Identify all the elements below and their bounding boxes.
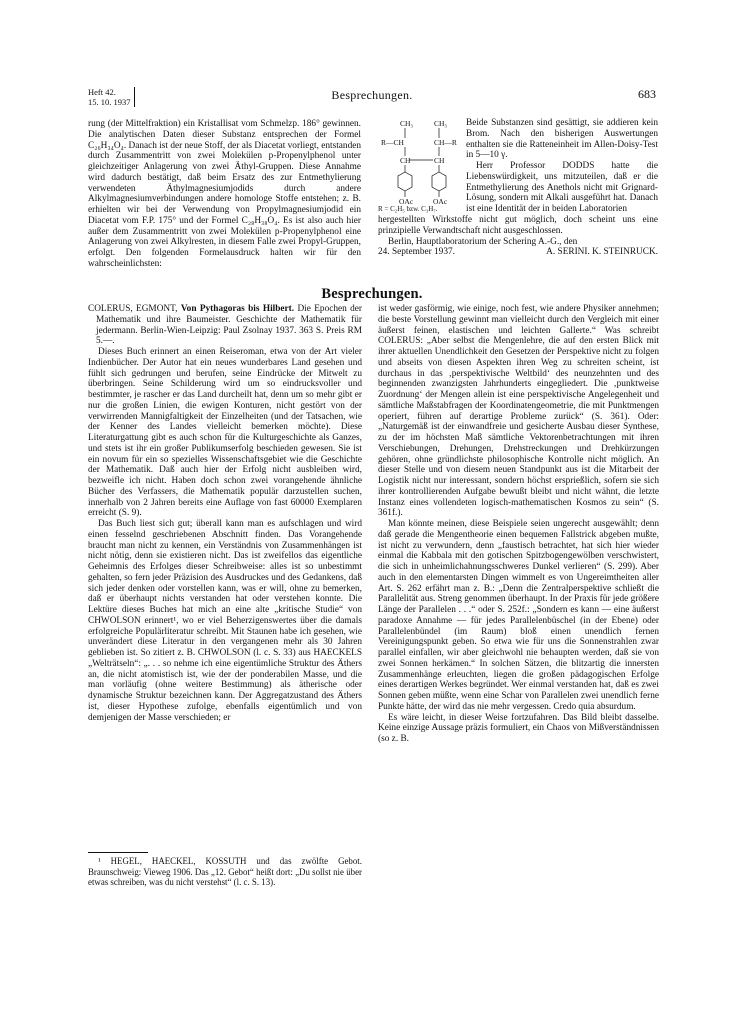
formula-ch-right: CH	[434, 156, 445, 165]
review-book-info: Die Epochen der Mathematik und ihre Baumeister. Geschichte der Mathematik für jedermann. Berlin-Wien-Leipzig: Paul Zsolnay 1937. 363 S. Preis RM 5.—.	[96, 304, 362, 347]
article-date: 24. September 1937.	[378, 247, 455, 258]
top-article-conclusion	[378, 215, 658, 258]
review-paragraph: Dieses Buch erinnert an einen Reiseroman, etwa von der Art vieler Indienbücher. Der Autor hat ein neues wunderbares Land gesehen und fühlt sich gedrungen und berufen, seine Eindrücke der Mitwelt zu überbringen. Seine Schilderung wird um so eindrucksvoller und bestimmter, je rascher er das Land durcheilt hat, denn um so mehr gibt er nur die großen Linien, die ewigen Konturen, nicht gestört von der verwirrenden Mannigfaltigkeit der Einzelheiten (und der Tatsachen, wie der Kenner des Landes vielleicht bemerken möchte). Diese Literaturgattung gibt es auch schon für die Kulturgeschichte als Ganzes, und stets ist ihr ein großer Publikumserfolg beschieden gewesen. Sie ist ein novum für ein so spezielles Wissenschaftsgebiet wie die Geschichte der Mathematik. Daß auch hier der Erfolg nicht ausbleiben wird, bezweifle ich nicht. Haben doch schon zwei vorangehende ähnliche Bücher des Verfassers, die Mathematik populär darzustellen suchen, innerhalb von 2 Jahren bereits eine Auflage von fast 60000 Exemplaren erreicht (S. 9).	[88, 347, 362, 519]
top-article-left-column	[88, 119, 361, 270]
formula-rch-left: R—CH	[381, 138, 404, 147]
review-left-column	[88, 304, 362, 723]
review-book-author: COLERUS, EGMONT,	[88, 304, 178, 314]
footnote-rule	[88, 852, 148, 853]
top-article-paragraph: Beide Substanzen sind gesättigt, sie addieren kein Brom. Nach den bisherigen Auswertungen enthalten sie die Ratteneinheit im Allen-Doisy-Test in 5—10 γ.	[466, 118, 658, 161]
section-title: Besprechungen.	[321, 286, 423, 302]
page-number: 683	[638, 87, 656, 101]
article-authors: A. SERINI. K. STEINRUCK.	[546, 247, 658, 258]
top-article-paragraph: rung (der Mittelfraktion) ein Kristallisat vom Schmelzp. 186° gewinnen. Die analytischen Daten dieser Substanz entsprechen der Formel C₂₆H₃₄O₄. Danach ist der neue Stoff, der als Diacetat vorliegt, entstanden durch Zusammentritt von zwei Molekülen p-Propenylphenol unter gleichzeitiger Anlagerung von zwei Äthyl-Gruppen. Diese Annahme wird dadurch bestätigt, daß beim Ersatz des zur Entmethylierung verwendeten Äthylmagnesiumjodids durch andere Alkylmagnesiumverbindungen andere homologe Stoffe entstehen; z. B. erhielten wir bei der Verwendung von Propylmagnesiumjodid ein Diacetat vom F.P. 175° und der Formel C₂₈H₃₈O₄. Es ist also auch hier außer dem Zusammentritt von zwei Molekülen p-Propenylphenol eine Anlagerung von zwei Alkylresten, in diesem Falle zwei Propyl-Gruppen, erfolgt. Den folgenden Formelausdruck halten wir für den wahrscheinlichsten:	[88, 119, 361, 269]
signature-line	[378, 247, 658, 258]
footnote	[88, 856, 362, 888]
review-paragraph: Man könnte meinen, diese Beispiele seien ungerecht ausgewählt; denn daß gerade die Mengentheorie einen bequemen Fallstrick abgeben mußte, ist nicht zu verwundern, denn „faustisch betrachtet, hat sich hier wieder einmal die Kabbala mit den gotischen Spitzbogengewölben verschwistert, die sich in unheimlichahnungsschweres Dunkel verlieren“ (S. 299). Aber auch in den elementarsten Dingen wimmelt es von Ungereimtheiten aller Art. S. 262 erfährt man z. B.: „Denn die Zentralperspektive schließt die Parallelität aus. Streng genommen überhaupt. In der Praxis für jede größere Länge der Parallelen . . .“ oder S. 252f.: „Sondern es kann — eine äußerst paradoxe Annahme — für jedes Parallelenbüschel (in der Ebene) oder Parallelenbündel (im Raum) bloß einen unendlich fernen Vereinigungspunkt geben. So etwa wie für uns die Sonnenstrahlen zwar parallel einfallen, wir aber gleichwohl nie behaupten werden, daß sie von zwei Sonnen herkämen.“ In solchen Sätzen, die blitzartig die innersten Zusammenhänge erleuchten, liegen die großen pädagogischen Erfolge eines derartigen Werkes begründet. Wer einmal verstanden hat, daß es zwei Sonnen geben müßte, wenn eine Schar von Parallelen zwei unendlich ferne Punkte hätte, der wird das nie mehr vergessen. Credo quia absurdum.	[378, 519, 659, 712]
formula-legend: R = C₂H₅ bzw. C₃H₇.	[378, 205, 438, 213]
review-right-column	[378, 304, 659, 745]
structural-formula	[378, 118, 464, 214]
review-book-title: Von Pythagoras bis Hilbert.	[180, 304, 295, 314]
top-article-paragraph: Herr Professor DODDS hatte die Liebenswürdigkeit, uns mitzuteilen, daß er die Entmethylierung des Anethols nicht mit Grignard-Lösung, sondern mit Alkali ausgeführt hat. Danach ist eine Identität der in beiden Laboratorien	[466, 161, 658, 214]
formula-oac-right: OAc	[433, 197, 448, 206]
formula-oac-left: OAc	[399, 197, 414, 206]
formula-ch3-left: CH₃	[400, 119, 414, 128]
top-article-right-column	[466, 118, 658, 215]
place-line: Berlin, Hauptlaboratorium der Schering A.-G., den	[388, 236, 578, 247]
footnote-text: ¹ HEGEL, HAECKEL, KOSSUTH und das zwölfte Gebot. Braunschweig: Vieweg 1906. Das „12. Gebot“ heißt dort: „Du sollst nie über etwas schreiben, was du nicht verstehst“ (l. c. S. 13).	[88, 856, 362, 887]
formula-ch-left: CH	[400, 156, 411, 165]
review-paragraph: Das Buch liest sich gut; überall kann man es aufschlagen und wird einen fesselnd geschriebenen Abschnitt finden. Das Vorangehende braucht man nicht zu kennen, ein Verständnis von Zusammenhängen ist nicht nötig, denn sie existieren nicht. Das ist zweifellos das eigentliche Geheimnis des Erfolges dieser Schreibweise: alles ist so unbestimmt gehalten, so fern jeder Präzision des Ausdruckes und des Gedankens, daß sich jeder denken oder vorstellen kann, was er will, ohne zu bemerken, daß er überhaupt nichts verstanden hat oder verstehen konnte. Die Lektüre dieses Buches hat mich an eine alte „kritische Studie“ von CHWOLSON erinnert¹, wo er viel Beherzigenswertes über die damals erfolgreiche Populärliteratur schreibt. Mit Staunen habe ich gesehen, wie unverändert diese Literatur in den vergangenen mehr als 30 Jahren geblieben ist. So zitiert z. B. CHWOLSON (l. c. S. 33) aus HAECKELS „Welträtseln“: „. . . so nehme ich eine eigentümliche Struktur des Äthers an, die nicht atomistisch ist, wie der der ponderabilen Masse, und die man vorläufig (ohne weitere Bestimmung) als ätherische oder dynamische Struktur bezeichnen kann. Der Aggregatzustand des Äthers ist, dieser Hypothese zufolge, ebenfalls eigentümlich und von demjenigen der Masse verschieden; er	[88, 519, 362, 723]
running-header: Besprechungen.	[331, 88, 413, 102]
top-article-paragraph: hergestellten Wirkstoffe nicht gut möglich, doch scheint uns eine prinzipielle Verwandtschaft nicht ausgeschlossen.	[378, 215, 658, 236]
issue-date: 15. 10. 1937	[88, 97, 131, 107]
formula-ch3-right: CH₃	[434, 119, 448, 128]
review-paragraph: Es wäre leicht, in dieser Weise fortzufahren. Das Bild bleibt dasselbe. Keine einzige Aussage präzis formuliert, ein Chaos von Mißverständnissen (so z. B.	[378, 712, 659, 744]
review-paragraph: ist weder gasförmig, wie einige, noch fest, wie andere Physiker annehmen; die beste Vorstellung gewinnt man vielleicht durch den Vergleich mit einer äußerst feinen, elastischen und leichten Gallerte.“ Was schreibt COLERUS: „Aber selbst die Mengenlehre, die auf den ersten Blick mit ihrer aktuellen Unendlichkeit den Gesetzen der Perspektive nicht zu folgen und abseits von diesen Aspekten ihren Weg zu schreiten scheint, ist durchaus in das ‚perspektivische Weltbild‘ des neunzehnten und des beginnenden zwanzigsten Jahrhunderts eingegliedert. Die ‚punktweise Zuordnung‘ der Mengen allein ist eine perspektivische Angelegenheit und sämtliche Maßstabfragen der Koordinatengeometrie, die mit Punktmengen operiert, führen auf derartige Probleme zurück“ (S. 361). Oder: „Naturgemäß ist der einwandfreie und gesicherte Ausbau dieser Synthese, zu der im höchsten Maß sämtliche Vektorenbetrachtungen mit ihren Verschiebungen, Drehungen, Drehstreckungen und Drehkürzungen gehören, ohne gründlichste philosophische Kontrolle nicht möglich. An dieser Stelle und von diesem neuen Standpunkt aus ist die Mitarbeit der Logistik nicht nur interessant, sondern höchst ersprießlich, sofern sie sich ihrer kontrollierenden Aufgabe bewußt bleibt und nicht wähnt, die letzte Instanz eines vollendeten logisch-mathematischen Kosmos zu sein“ (S. 361f.).	[378, 304, 659, 519]
issue-number: Heft 42.	[88, 87, 116, 97]
formula-chr-right: CH—R	[434, 138, 457, 147]
review-reference	[88, 304, 362, 347]
